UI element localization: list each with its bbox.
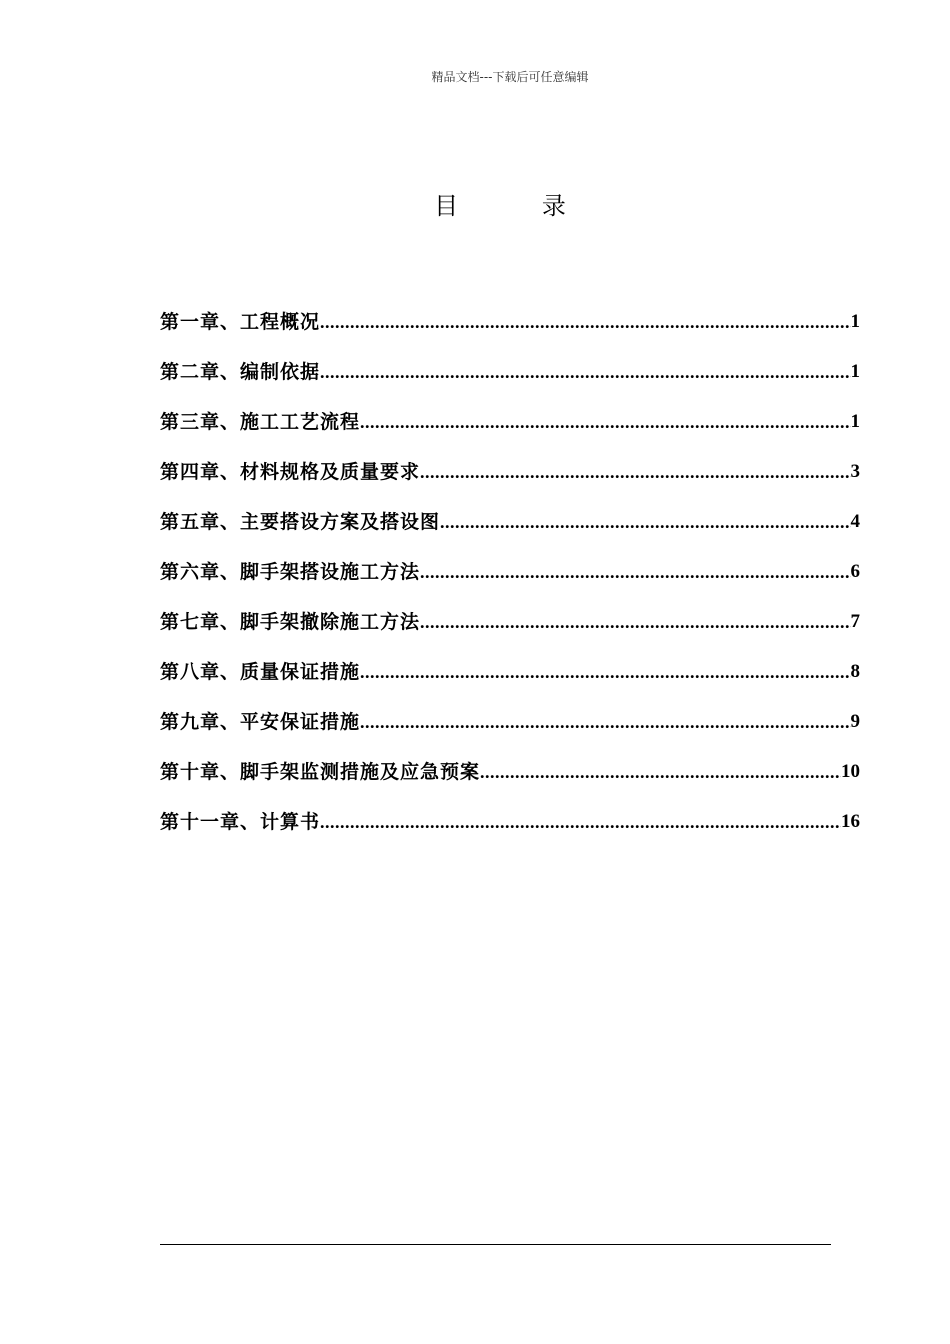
- toc-entry-label: 第三章、施工工艺流程: [160, 411, 361, 433]
- footer-divider: [160, 1244, 831, 1245]
- toc-entry-7[interactable]: [160, 586, 860, 636]
- toc-entry-9[interactable]: [160, 686, 860, 736]
- toc-entry-label: 第五章、主要搭设方案及搭设图: [160, 511, 441, 533]
- toc-entry-page: 6: [850, 561, 860, 582]
- toc-leader-dots: [440, 508, 850, 536]
- toc-entry-label: 第九章、平安保证措施: [160, 711, 361, 733]
- toc-entry-page: 7: [850, 611, 860, 632]
- toc-entry-11[interactable]: [160, 786, 860, 836]
- toc-entry-page: 1: [850, 361, 860, 382]
- toc-leader-dots: [320, 808, 841, 836]
- toc-leader-dots: [360, 408, 850, 436]
- toc-entry-1[interactable]: [160, 286, 860, 336]
- toc-leader-dots: [360, 708, 850, 736]
- toc-leader-dots: [480, 758, 841, 786]
- toc-leader-dots: [420, 458, 850, 486]
- toc-entry-8[interactable]: [160, 636, 860, 686]
- toc-entry-3[interactable]: [160, 386, 860, 436]
- toc-entry-label: 第十一章、计算书: [160, 811, 321, 833]
- toc-entry-label: 第十章、脚手架监测措施及应急预案: [160, 761, 481, 783]
- toc-entry-page: 1: [850, 411, 860, 432]
- toc-entry-page: 1: [850, 311, 860, 332]
- toc-entry-page: 16: [841, 811, 860, 832]
- toc-list: [160, 286, 860, 836]
- toc-leader-dots: [420, 558, 850, 586]
- toc-leader-dots: [360, 658, 850, 686]
- toc-leader-dots: [320, 358, 850, 386]
- toc-entry-5[interactable]: [160, 486, 860, 536]
- toc-entry-page: 4: [850, 511, 860, 532]
- toc-title-part: 目: [434, 192, 459, 220]
- toc-entry-page: 10: [841, 761, 860, 782]
- toc-entry-label: 第八章、质量保证措施: [160, 661, 361, 683]
- toc-leader-dots: [420, 608, 850, 636]
- toc-entry-label: 第六章、脚手架搭设施工方法: [160, 561, 421, 583]
- toc-entry-10[interactable]: [160, 736, 860, 786]
- toc-entry-label: 第七章、脚手架撤除施工方法: [160, 611, 421, 633]
- toc-entry-page: 8: [850, 661, 860, 682]
- toc-entry-label: 第二章、编制依据: [160, 361, 321, 383]
- toc-entry-page: 3: [850, 461, 860, 482]
- toc-entry-2[interactable]: [160, 336, 860, 386]
- page-header-note: 精品文档---下载后可任意编辑: [431, 70, 589, 84]
- toc-title-part: 录: [541, 192, 566, 220]
- toc-title: [0, 186, 950, 221]
- toc-entry-label: 第四章、材料规格及质量要求: [160, 461, 421, 483]
- toc-entry-label: 第一章、工程概况: [160, 311, 321, 333]
- toc-entry-page: 9: [850, 711, 860, 732]
- toc-entry-6[interactable]: [160, 536, 860, 586]
- toc-leader-dots: [320, 308, 850, 336]
- toc-entry-4[interactable]: [160, 436, 860, 486]
